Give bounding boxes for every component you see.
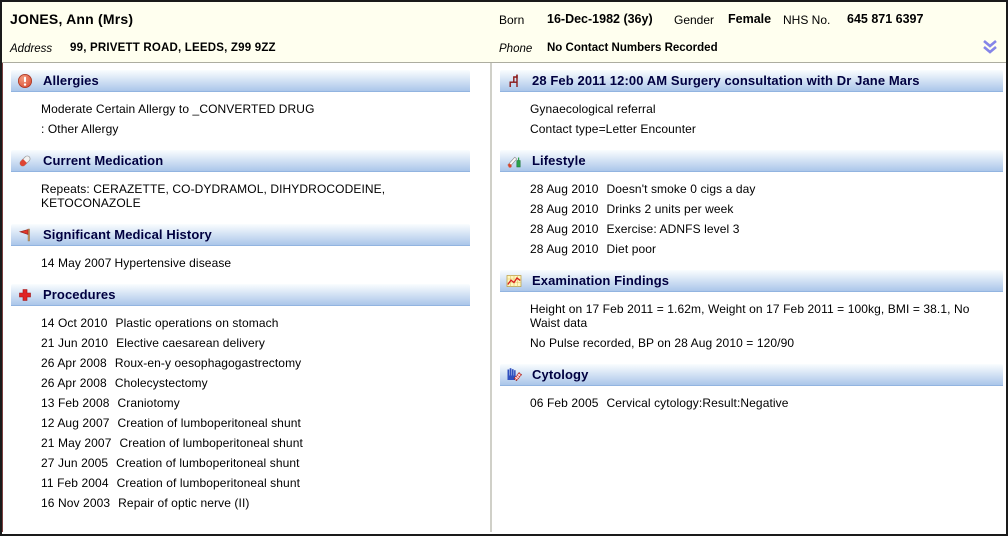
current-medication-section	[3, 150, 490, 224]
procedure-entry: 12 Aug 2007 Creation of lumboperitoneal shunt	[41, 416, 301, 430]
procedures-header	[11, 284, 470, 306]
lifestyle-entry: 28 Aug 2010 Exercise: ADNFS level 3	[530, 222, 740, 236]
address-label: Address	[10, 43, 53, 55]
procedure-entry: 26 Apr 2008 Roux-en-y oesophagogastrectomy	[41, 356, 302, 370]
summary-content	[2, 63, 1006, 532]
section-title: Significant Medical History	[43, 227, 212, 242]
double-chevron-down-icon[interactable]	[981, 38, 999, 56]
chair-icon	[506, 73, 522, 89]
procedures-section	[3, 284, 490, 524]
section-title: Current Medication	[43, 153, 164, 168]
procedure-entry: 21 Jun 2010 Elective caesarean delivery	[41, 336, 265, 350]
medication-entry: Repeats: CERAZETTE, CO-DYDRAMOL, DIHYDROCODEINE, KETOCONAZOLE	[41, 182, 386, 210]
procedure-entry: 21 May 2007 Creation of lumboperitoneal shunt	[41, 436, 303, 450]
section-title: Procedures	[43, 287, 116, 302]
lifestyle-entry: 28 Aug 2010 Diet poor	[530, 242, 657, 256]
section-title: 28 Feb 2011 12:00 AM Surgery consultation with Dr Jane Mars	[532, 73, 920, 88]
section-title: Allergies	[43, 73, 99, 88]
procedure-entry: 14 Oct 2010 Plastic operations on stomach	[41, 316, 279, 330]
consultation-entry: Gynaecological referral	[530, 102, 656, 116]
examination-findings-section	[492, 270, 1006, 364]
cytology-icon	[506, 367, 522, 383]
procedure-entry: 16 Nov 2003 Repair of optic nerve (II)	[41, 496, 250, 510]
allergy-warning-icon	[17, 73, 33, 89]
cytology-header	[500, 364, 1003, 386]
allergy-entry: : Other Allergy	[41, 122, 119, 136]
right-column	[492, 63, 1006, 532]
red-cross-icon	[17, 287, 33, 303]
current-medication-header	[11, 150, 470, 172]
lifestyle-section	[492, 150, 1006, 270]
section-title: Lifestyle	[532, 153, 586, 168]
born-value: 16-Dec-1982 (36y)	[547, 12, 653, 26]
examination-entry: No Pulse recorded, BP on 28 Aug 2010 = 120/90	[530, 336, 795, 350]
significant-medical-history-section	[3, 224, 490, 284]
cytology-section	[492, 364, 1006, 424]
phone-value: No Contact Numbers Recorded	[547, 42, 718, 54]
lifestyle-entry: 28 Aug 2010 Doesn't smoke 0 cigs a day	[530, 182, 756, 196]
pill-icon	[17, 153, 33, 169]
chart-icon	[506, 273, 522, 289]
gender-value: Female	[728, 12, 772, 26]
examination-findings-header	[500, 270, 1003, 292]
patient-name: JONES, Ann (Mrs)	[10, 11, 134, 27]
procedure-entry: 13 Feb 2008 Craniotomy	[41, 396, 180, 410]
significant-medical-history-header	[11, 224, 470, 246]
allergy-entry: Moderate Certain Allergy to _CONVERTED DRUG	[41, 102, 315, 116]
address-value: 99, PRIVETT ROAD, LEEDS, Z99 9ZZ	[70, 42, 276, 54]
allergies-header	[11, 70, 470, 92]
cytology-entry: 06 Feb 2005 Cervical cytology:Result:Negative	[530, 396, 789, 410]
patient-banner	[2, 2, 1006, 63]
history-entry: 14 May 2007 Hypertensive disease	[41, 256, 232, 270]
procedure-entry: 27 Jun 2005 Creation of lumboperitoneal shunt	[41, 456, 300, 470]
lifestyle-header	[500, 150, 1003, 172]
phone-label: Phone	[499, 43, 533, 55]
procedure-entry: 11 Feb 2004 Creation of lumboperitoneal shunt	[41, 476, 301, 490]
consultation-entry: Contact type=Letter Encounter	[530, 122, 697, 136]
consultation-header	[500, 70, 1003, 92]
red-flag-icon	[17, 227, 33, 243]
lifestyle-icon	[506, 153, 522, 169]
nhs-number-label: NHS No.	[783, 13, 831, 27]
lifestyle-entry: 28 Aug 2010 Drinks 2 units per week	[530, 202, 734, 216]
born-label: Born	[499, 13, 525, 27]
gender-label: Gender	[674, 13, 715, 27]
section-title: Cytology	[532, 367, 589, 382]
section-title: Examination Findings	[532, 273, 670, 288]
examination-entry: Height on 17 Feb 2011 = 1.62m, Weight on 17 Feb 2011 = 100kg, BMI = 38.1, No Waist data	[530, 302, 970, 330]
nhs-number-value: 645 871 6397	[847, 12, 924, 26]
left-column	[3, 63, 490, 532]
procedure-entry: 26 Apr 2008 Cholecystectomy	[41, 376, 208, 390]
allergies-section	[3, 70, 490, 150]
consultation-section	[492, 70, 1006, 150]
